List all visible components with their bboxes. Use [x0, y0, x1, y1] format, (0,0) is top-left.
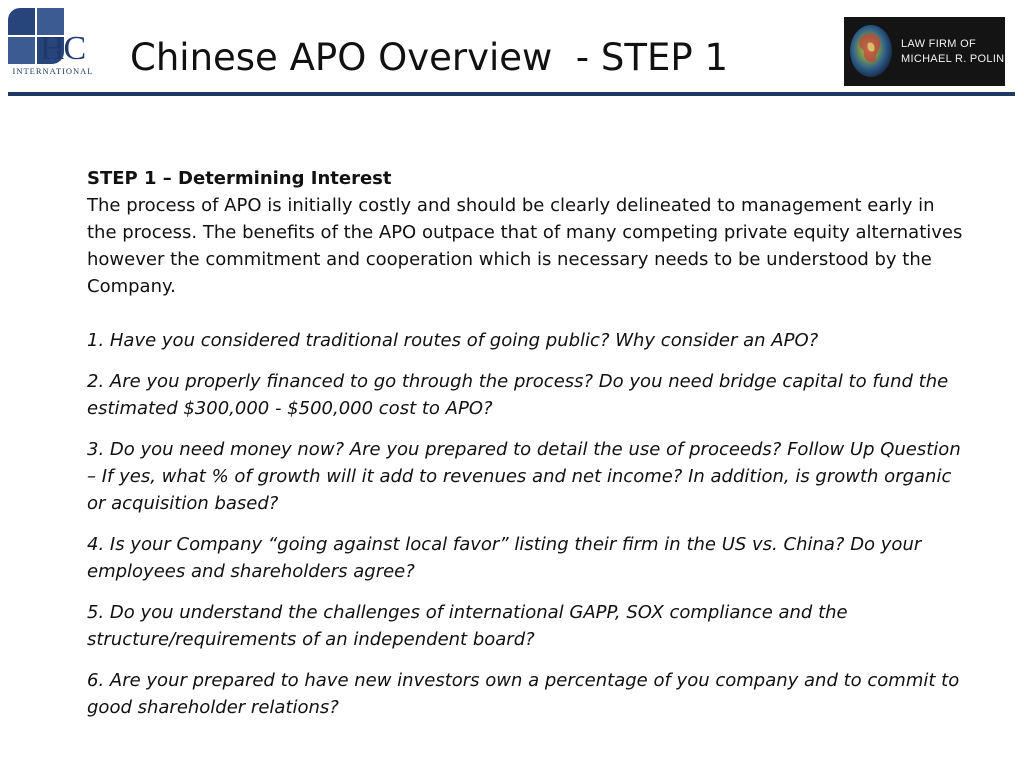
hc-international-logo — [8, 8, 98, 76]
slide-content — [87, 165, 967, 735]
step-heading: STEP 1 – Determining Interest — [87, 168, 392, 189]
question-item: 1. Have you considered traditional routes of going public? Why consider an APO? — [87, 330, 819, 351]
intro-paragraph: The process of APO is initially costly and should be clearly delineated to management early in the process. The benefits of the APO outpace that of many competing private equity alternatives however the commitment and cooperation which is necessary needs to be understood by the Company. — [87, 195, 963, 297]
law-firm-name — [901, 37, 1004, 67]
question-item: 2. Are you properly financed to go through the process? Do you need bridge capital to fund the estimated $300,000 - $500,000 cost to APO? — [87, 371, 949, 419]
law-firm-line1: LAW FIRM OF — [901, 38, 976, 50]
law-firm-line2: MICHAEL R. POLIN — [901, 53, 1005, 65]
law-firm-logo — [844, 17, 1005, 86]
question-item: 3. Do you need money now? Are you prepared to detail the use of proceeds? Follow Up Question – If yes, what % of growth will it add to revenues and net income? In addition, is growth organic or acquisition based? — [87, 439, 961, 514]
question-item: 4. Is your Company “going against local favor” listing their firm in the US vs. China? Do your employees and shareholders agree? — [87, 534, 922, 582]
question-item: 5. Do you understand the challenges of international GAPP, SOX compliance and the structure/requirements of an independent board? — [87, 602, 848, 650]
hc-logo-letters: HC — [40, 30, 86, 67]
question-item: 6. Are your prepared to have new investors own a percentage of you company and to commit to good shareholder relations? — [87, 670, 960, 718]
header-divider — [8, 92, 1015, 96]
page-title: Chinese APO Overview - STEP 1 — [130, 36, 728, 79]
globe-icon — [848, 23, 894, 80]
hc-logo-subtitle: INTERNATIONAL — [12, 66, 94, 76]
